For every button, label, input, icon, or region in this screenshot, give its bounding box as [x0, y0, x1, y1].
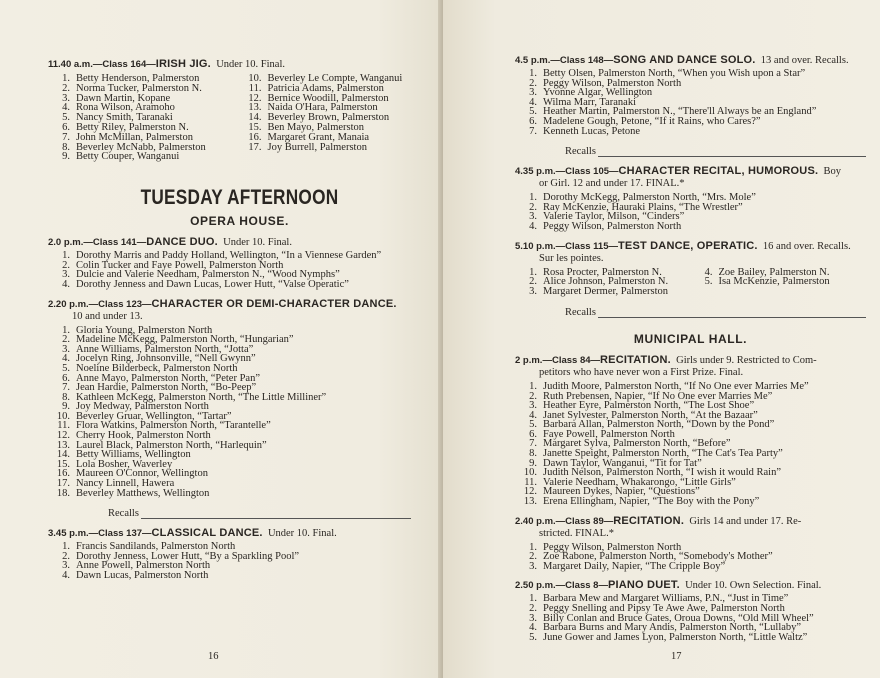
entry-number: 4.	[62, 570, 70, 582]
section-class-105	[515, 165, 866, 231]
recalls-rule	[598, 148, 866, 157]
entry-number: 9.	[62, 401, 70, 413]
class-time: 2.20 p.m.	[48, 298, 89, 310]
entry-text: John McMillan, Palmerston	[76, 131, 193, 143]
entry-text: Dulcie and Valerie Needham, Palmerston N., “Wood Nymphs”	[76, 269, 340, 281]
entry-text: Valerie Taylor, Milson, “Cinders”	[543, 211, 685, 223]
entry-number: 4.	[62, 278, 70, 290]
entry-text: Janet Sylvester, Palmerston North, “At the Bazaar”	[543, 409, 758, 421]
class-number: —Class 123—	[88, 298, 152, 310]
entry-text: Erena Ellingham, Napier, “The Boy with the Pony”	[543, 496, 760, 508]
entry-number: 11.	[57, 420, 70, 432]
entry-number: 1.	[529, 68, 537, 79]
session-title: TUESDAY AFTERNOON	[140, 186, 339, 210]
class-time: 11.40 a.m.	[48, 59, 93, 70]
class-time: 5.10 p.m.	[515, 240, 556, 252]
entry-text: Gloria Young, Palmerston North	[76, 324, 213, 336]
entry-list	[515, 69, 866, 136]
class-details: Under 10. Final.	[216, 59, 286, 70]
section-heading	[515, 515, 866, 528]
entry-number: 1.	[62, 73, 70, 84]
entry-text: Betty Couper, Wanganui	[76, 151, 180, 163]
entry-text: Heather Martin, Palmerston N., “There'll Always be an England”	[543, 106, 817, 118]
entry-number: 7.	[529, 125, 537, 137]
entry-text: Noeline Bilderbeck, Palmerston North	[76, 362, 238, 374]
entry-text: Yvonne Algar, Wellington	[543, 87, 653, 99]
entry-text: Billy Conlan and Bruce Gates, Oroua Downs, “Old Mill Wheel”	[543, 612, 814, 624]
entry-text: Nancy Smith, Taranaki	[76, 112, 173, 124]
entry-text: Madeline McKegg, Palmerston North, “Hungarian”	[76, 334, 294, 346]
entry-number: 11.	[524, 476, 537, 488]
entry-text: Jocelyn Ring, Johnsonville, “Nell Gwynn”	[76, 353, 256, 365]
entry-text: Margaret Grant, Manaia	[267, 131, 370, 143]
entry-text: Flora Watkins, Palmerston North, “Tarantelle”	[76, 420, 271, 432]
entry-text: Dawn Taylor, Wanganui, “Tit for Tat”	[543, 457, 702, 469]
entry-text: Laurel Black, Palmerston North, “Harlequin”	[76, 439, 267, 451]
class-subtitle: petitors who have never won a First Prize. Final.	[539, 366, 744, 378]
entry-text: Joy Medway, Palmerston North	[76, 401, 209, 413]
section-heading	[515, 579, 866, 592]
entry-text: Rona Wilson, Aramoho	[76, 102, 175, 114]
entry-list	[48, 251, 431, 289]
entry-text: Peggy Snelling and Pipsy Te Awe Awe, Palmerston North	[543, 603, 785, 615]
entry-text: Cherry Hook, Palmerston North	[76, 430, 211, 442]
entry-number: 2.	[529, 551, 537, 563]
entry-list-col-2	[240, 74, 432, 162]
recalls-line	[108, 508, 431, 519]
entry-number: 4.	[529, 96, 537, 108]
class-subtitle: stricted. FINAL.*	[539, 527, 614, 539]
entry-text: Patricia Adams, Palmerston	[267, 82, 384, 94]
entry-number: 14.	[56, 449, 70, 461]
list-item	[240, 143, 432, 153]
entry-number: 2.	[62, 82, 70, 94]
class-time: 3.45 p.m.	[48, 528, 89, 540]
entry-text: Peggy Wilson, Palmerston North	[543, 541, 682, 553]
class-number: —Class 8—	[555, 580, 608, 592]
class-number: —Class 137—	[88, 528, 152, 540]
recalls-label: Recalls	[565, 306, 596, 318]
entry-number: 8.	[62, 391, 70, 403]
entry-number: 4.	[704, 266, 713, 278]
entry-text: Kenneth Lucas, Petone	[543, 125, 641, 137]
entry-number: 5.	[62, 112, 70, 124]
entry-text: Barbara Mew and Margaret Williams, P.N., “Just in Time”	[543, 593, 789, 605]
entry-text: Madelene Gough, Petone, “If it Rains, who Cares?”	[543, 115, 761, 127]
entry-text: Judith Moore, Palmerston North, “If No One ever Marries Me”	[543, 380, 809, 392]
entry-text: Barbara Burns and Mary Andis, Palmerston North, “Lullaby”	[543, 622, 802, 634]
class-details: Girls 14 and under 17. Re-	[689, 515, 802, 527]
entry-list	[515, 594, 866, 642]
class-title: CHARACTER RECITAL, HUMOROUS.	[618, 165, 819, 178]
entry-number: 9.	[62, 151, 70, 163]
section-heading	[515, 54, 866, 67]
recalls-label: Recalls	[565, 146, 596, 158]
class-subtitle: 10 and under 13.	[72, 310, 143, 322]
class-title: RECITATION.	[613, 514, 685, 527]
entry-list-col-1	[515, 268, 691, 297]
entry-text: Peggy Wilson, Palmerston North	[543, 220, 682, 232]
entry-number: 5.	[704, 276, 713, 288]
entry-text: Anne Mayo, Palmerston North, “Peter Pan”	[76, 372, 261, 384]
entry-text: Dorothy Jenness, Lower Hutt, “By a Sparkling Pool”	[76, 550, 300, 562]
class-details: Girls under 9. Restricted to Com-	[676, 354, 817, 366]
entry-number: 13.	[56, 439, 70, 451]
page-number: 17	[671, 651, 682, 662]
entry-text: Faye Powell, Palmerston North	[543, 428, 675, 440]
entry-number: 15.	[56, 458, 70, 470]
class-time: 2.40 p.m.	[515, 515, 556, 527]
entry-text: June Gower and James Lyon, Palmerston North, “Little Waltz”	[543, 631, 808, 643]
entry-number: 16.	[56, 468, 70, 480]
entry-text: Maureen Dykes, Napier, “Questions”	[543, 486, 700, 498]
recalls-label: Recalls	[108, 508, 139, 520]
class-title: RECITATION.	[600, 353, 671, 366]
entry-number: 17.	[248, 141, 262, 153]
entry-number: 9.	[529, 457, 537, 469]
list-item	[515, 562, 866, 572]
entry-number: 7.	[529, 438, 537, 450]
entry-text: Betty Henderson, Palmerston	[76, 73, 200, 84]
entry-text: Colin Tucker and Faye Powell, Palmerston North	[76, 259, 284, 271]
entry-number: 6.	[62, 121, 70, 133]
entry-text: Norma Tucker, Palmerston N.	[76, 82, 202, 94]
entry-text: Ray McKenzie, Hauraki Plains, “The Wrestler”	[543, 201, 743, 213]
entry-number: 3.	[529, 612, 537, 624]
entry-number: 15.	[248, 121, 262, 133]
section-class-148	[515, 54, 866, 157]
entry-text: Isa McKenzie, Palmerston	[718, 276, 830, 288]
entry-number: 3.	[529, 87, 537, 99]
entry-number: 2.	[529, 201, 537, 213]
section-heading	[48, 236, 431, 249]
class-title: PIANO DUET.	[607, 579, 680, 592]
class-subtitle: Sur les pointes.	[539, 252, 604, 264]
entry-number: 5.	[529, 106, 537, 118]
entry-text: Alice Johnson, Palmerston N.	[543, 276, 669, 288]
entry-number: 2.	[62, 550, 70, 562]
entry-text: Valerie Needham, Whakarongo, “Little Girls”	[543, 476, 736, 488]
page-right	[443, 0, 880, 678]
entry-number: 2.	[529, 276, 537, 288]
entry-text: Naida O'Hara, Palmerston	[267, 102, 378, 114]
entry-list-col-1	[48, 74, 240, 162]
entry-text: Dorothy Marris and Paddy Holland, Wellington, “In a Viennese Garden”	[76, 250, 382, 262]
section-class-115	[515, 240, 866, 318]
entry-list	[515, 543, 866, 572]
entry-list-col-2	[691, 268, 867, 297]
section-heading	[48, 58, 431, 71]
entry-number: 12.	[248, 92, 262, 104]
class-number: —Class 115—	[555, 240, 618, 252]
class-time: 2.0 p.m.	[48, 237, 84, 249]
class-details: 16 and over. Recalls.	[762, 240, 851, 252]
entry-number: 3.	[529, 211, 537, 223]
class-number: —Class 84—	[542, 354, 601, 366]
entry-number: 13.	[248, 102, 262, 114]
entry-text: Ruth Prebensen, Napier, “If No One ever Marries Me”	[543, 390, 773, 402]
entry-text: Peggy Wilson, Palmerston North	[543, 77, 682, 89]
entry-number: 12.	[523, 486, 537, 498]
entry-number: 13.	[523, 496, 537, 508]
entry-text: Betty Olsen, Palmerston North, “When you Wish upon a Star”	[543, 68, 806, 79]
entry-text: Rosa Procter, Palmerston N.	[543, 266, 662, 278]
entry-text: Jean Hardie, Palmerston North, “Bo-Peep”	[76, 382, 257, 394]
entry-number: 1.	[529, 266, 537, 278]
entry-text: Beverley Gruar, Wellington, “Tartar”	[76, 410, 232, 422]
class-title: TEST DANCE, OPERATIC.	[618, 239, 758, 252]
section-heading	[48, 298, 431, 311]
entry-number: 4.	[529, 409, 537, 421]
section-class-89	[515, 515, 866, 572]
entry-number: 8.	[529, 448, 537, 460]
entry-number: 7.	[62, 382, 70, 394]
entry-text: Dorothy McKegg, Palmerston North, “Mrs. Mole”	[543, 192, 756, 204]
class-number: —Class 141—	[83, 237, 147, 249]
entry-number: 3.	[529, 560, 537, 572]
section-class-141	[48, 236, 431, 289]
entry-text: Barbara Allan, Palmerston North, “Down by the Pond”	[543, 419, 775, 431]
entry-text: Beverley Le Compte, Wanganui	[267, 73, 403, 84]
entry-number: 18.	[56, 487, 70, 499]
class-title: SONG AND DANCE SOLO.	[613, 54, 756, 66]
entry-number: 3.	[62, 269, 70, 281]
entry-number: 2.	[529, 603, 537, 615]
entry-text: Janette Speight, Palmerston North, “The Cat's Tea Party”	[543, 448, 783, 460]
entry-number: 10.	[248, 73, 262, 84]
entry-text: Heather Eyre, Palmerston North, “The Lost Shoe”	[543, 400, 755, 412]
entry-number: 2.	[529, 390, 537, 402]
entry-number: 12.	[56, 430, 70, 442]
section-class-137	[48, 527, 431, 580]
entry-number: 2.	[62, 259, 70, 271]
entry-number: 7.	[62, 131, 70, 143]
entry-text: Dorothy Jenness and Dawn Lucas, Lower Hutt, “Valse Operatic”	[76, 278, 349, 290]
entry-number: 3.	[529, 400, 537, 412]
class-number: —Class 164—	[92, 59, 156, 70]
entry-text: Francis Sandilands, Palmerston North	[76, 541, 236, 553]
entry-number: 2.	[62, 334, 70, 346]
section-heading	[515, 354, 866, 367]
list-item	[691, 277, 867, 287]
entry-text: Anne Williams, Palmerston North, “Jotta”	[76, 343, 254, 355]
venue-title: MUNICIPAL HALL.	[633, 331, 748, 346]
entry-number: 3.	[62, 560, 70, 572]
entry-number: 1.	[529, 593, 537, 605]
section-class-123	[48, 298, 431, 520]
entry-number: 1.	[62, 250, 70, 262]
class-details: Boy	[823, 166, 842, 178]
section-heading	[515, 165, 866, 178]
entry-number: 4.	[529, 622, 537, 634]
list-item	[48, 571, 431, 581]
class-number: —Class 89—	[555, 515, 614, 527]
class-subtitle: or Girl. 12 and under 17. FINAL.*	[539, 178, 685, 190]
entries-two-column	[48, 74, 431, 162]
class-title: DANCE DUO.	[146, 236, 218, 249]
entry-list	[515, 193, 866, 231]
entry-text: Dawn Lucas, Palmerston North	[76, 570, 209, 582]
entry-number: 3.	[529, 286, 537, 298]
class-time: 2 p.m.	[515, 354, 543, 366]
entry-list	[48, 326, 431, 499]
entry-text: Margaret Dermer, Palmerston	[543, 286, 669, 298]
section-class-8	[515, 579, 866, 642]
entry-list	[48, 542, 431, 580]
entry-number: 17.	[56, 478, 70, 490]
entry-text: Maureen O'Connor, Wellington	[76, 468, 208, 480]
entry-text: Zoe Bailey, Palmerston N.	[718, 266, 830, 278]
recalls-rule	[141, 510, 411, 519]
entry-number: 5.	[62, 362, 70, 374]
entry-number: 10.	[523, 467, 537, 479]
entry-number: 1.	[62, 324, 70, 336]
list-item	[515, 497, 866, 507]
entry-text: Nancy Linnell, Hawera	[76, 478, 175, 490]
class-details: Under 10. Final.	[267, 528, 337, 540]
entry-text: Betty Williams, Wellington	[76, 449, 191, 461]
class-details: Under 10. Own Selection. Final.	[685, 580, 822, 592]
entry-number: 1.	[529, 380, 537, 392]
class-time: 2.50 p.m.	[515, 580, 556, 592]
recalls-line	[565, 307, 866, 318]
class-number: —Class 105—	[555, 166, 619, 178]
entry-text: Margaret Daily, Napier, “The Cripple Boy”	[543, 560, 726, 572]
entry-text: Zoe Rabone, Palmerston North, “Somebody's Mother”	[543, 551, 773, 563]
entry-number: 3.	[62, 343, 70, 355]
list-item	[515, 222, 866, 232]
class-title: CHARACTER OR DEMI-CHARACTER DANCE.	[151, 297, 397, 310]
venue-title: OPERA HOUSE.	[190, 214, 289, 229]
entry-number: 1.	[529, 541, 537, 553]
entry-number: 16.	[248, 131, 262, 143]
entry-text: Betty Riley, Palmerston N.	[76, 121, 189, 133]
entry-text: Anne Powell, Palmerston North	[76, 560, 211, 572]
entry-text: Joy Burrell, Palmerston	[267, 141, 367, 153]
entry-number: 11.	[248, 82, 262, 94]
section-class-164	[48, 58, 431, 162]
entry-number: 4.	[62, 102, 70, 114]
entry-text: Judith Nelson, Palmerston North, “I wish it would Rain”	[543, 467, 781, 479]
list-item	[48, 489, 431, 499]
entry-number: 4.	[529, 220, 537, 232]
list-item	[48, 280, 431, 290]
section-class-84	[515, 354, 866, 507]
entry-number: 10.	[56, 410, 70, 422]
entry-number: 5.	[529, 631, 537, 643]
entry-text: Dawn Martin, Kopane	[76, 92, 171, 104]
recalls-line	[565, 146, 866, 157]
entry-number: 5.	[529, 419, 537, 431]
entry-text: Margaret Sylva, Palmerston North, “Before”	[543, 438, 731, 450]
entry-text: Wilma Marr, Taranaki	[543, 96, 636, 108]
class-time: 4.5 p.m.	[515, 55, 551, 66]
entry-number: 6.	[62, 372, 70, 384]
entry-text: Beverley Brown, Palmerston	[267, 112, 390, 124]
entry-text: Beverley McNabb, Palmerston	[76, 141, 206, 153]
class-details: 13 and over. Recalls.	[760, 55, 849, 66]
entry-text: Beverley Matthews, Wellington	[76, 487, 210, 499]
entry-number: 1.	[529, 192, 537, 204]
section-heading	[48, 527, 431, 540]
entry-text: Lola Bosher, Waverley	[76, 458, 173, 470]
entry-number: 8.	[62, 141, 70, 153]
entry-list	[515, 382, 866, 507]
list-item	[48, 152, 240, 162]
list-item	[515, 287, 691, 297]
entry-text: Bernice Woodill, Palmerston	[267, 92, 389, 104]
entry-number: 6.	[529, 428, 537, 440]
entry-text: Kathleen McKegg, Palmerston North, “The Little Milliner”	[76, 391, 327, 403]
list-item	[515, 127, 866, 137]
entry-number: 14.	[248, 112, 262, 124]
entry-text: Ben Mayo, Palmerston	[267, 121, 365, 133]
entries-two-column	[515, 268, 866, 297]
entry-number: 1.	[62, 541, 70, 553]
class-details: Under 10. Final.	[223, 237, 292, 249]
class-number: —Class 148—	[550, 55, 614, 66]
recalls-rule	[598, 309, 866, 318]
section-heading	[515, 240, 866, 253]
class-title: IRISH JIG.	[155, 58, 211, 70]
class-time: 4.35 p.m.	[515, 166, 556, 178]
entry-number: 4.	[62, 353, 70, 365]
entry-number: 3.	[62, 92, 70, 104]
entry-number: 6.	[529, 115, 537, 127]
entry-number: 2.	[529, 77, 537, 89]
page-number: 16	[208, 651, 219, 662]
list-item	[515, 633, 866, 643]
class-title: CLASSICAL DANCE.	[151, 527, 263, 540]
